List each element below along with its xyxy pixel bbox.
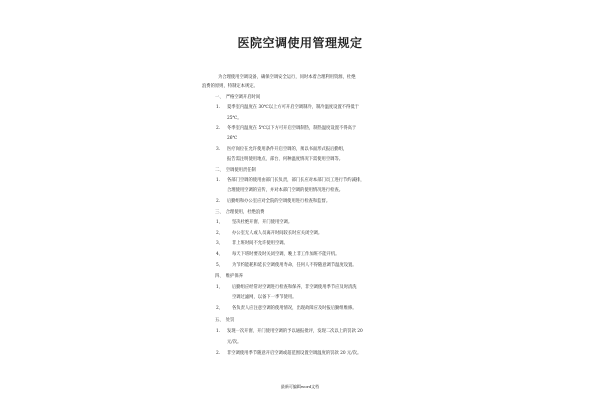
item-number: 1.	[216, 178, 221, 183]
item-number: 2、	[216, 306, 224, 311]
item-text: 医疗岗位在允许使用条件开启空调的，须以书面形式报后勤组，	[227, 147, 348, 152]
item-text: 空调过滤网，以备下一季节使用。	[232, 295, 297, 300]
document-title: 医院空调使用管理规定	[237, 36, 363, 50]
item-number: 2.	[216, 126, 221, 131]
item-text: 每天下班时要及时关闭空调，晚上非工作加班不能开机。	[232, 252, 340, 257]
item-text: 报告需注明使用地点、部台、何种温度情况下需使用空调等。	[227, 157, 344, 162]
item-number: 1、	[216, 220, 224, 225]
item-text: 非空调使用季节随意开启空调或超范围设置空调温度的罚款 20 元/次。	[227, 351, 362, 356]
item-text: 办公室无人或人员离开时间较长时应关闭空调。	[232, 231, 323, 236]
item-text: 各负责人应注意空调的使用情况，出现故障应及时报后勤组维修。	[232, 306, 357, 311]
item-number: 1.	[216, 105, 221, 110]
intro-line: 浪费的原则，特制定本规定。	[202, 84, 258, 89]
section-heading: 一、 严格空调开启时间	[215, 95, 261, 100]
item-number: 2.	[216, 351, 221, 356]
item-text: 元/次。	[227, 340, 242, 345]
item-text: 冬季室内温度在 5℃以下方可开启空调制热，制热温度设置不得高于	[227, 126, 357, 131]
item-text: 26℃	[227, 136, 238, 141]
item-number: 1、	[216, 285, 224, 290]
item-text: 夏季室内温度在 30℃以上方可开启空调制冷，制冷温度设置不得低于	[227, 105, 359, 110]
section-heading: 四、 维护保养	[215, 274, 243, 279]
item-number: 5、	[216, 263, 224, 268]
item-text: 坚决杜绝开窗、开门使用空调。	[232, 220, 293, 225]
item-text: 各部门空调的使用由部门长负责，部门长应对本部门员工进行节约减排，	[227, 178, 365, 183]
item-number: 2.	[216, 199, 221, 204]
document-footer: 最新可编辑word文档	[280, 384, 320, 389]
section-heading: 五、 处罚	[215, 318, 235, 323]
item-number: 4、	[216, 252, 224, 257]
item-number: 3、	[216, 241, 224, 246]
item-text: 25℃。	[227, 116, 242, 121]
item-number: 2、	[216, 231, 224, 236]
section-heading: 二、 空调使用责任制	[215, 168, 256, 173]
item-text: 非上班时间不允许使用空调。	[232, 241, 288, 246]
item-text: 发现一次开窗、开门使用空调的予以通报批评，发现二次以上的罚款 20	[227, 329, 363, 334]
item-text: 合理使用空调的宣传，并对本部门空调的使用情况进行检查。	[227, 188, 344, 193]
item-text: 后勤组应经常对空调进行检查和保养，非空调使用季节应及时清洗	[232, 285, 357, 290]
item-number: 3.	[216, 147, 221, 152]
section-heading: 三、 合理使用，杜绝浪费	[215, 210, 265, 215]
item-text: 后勤组和办公室应对全院的空调使用进行检查和监督。	[227, 199, 331, 204]
item-number: 1.	[216, 329, 221, 334]
item-text: 为节约能耗和延长空调使用寿命，任何人不得随意调节温度设置。	[232, 263, 357, 268]
intro-line: 为合理使用空调设备，确保空调安全运行，同时本着合理利用资源，杜绝	[218, 75, 356, 80]
